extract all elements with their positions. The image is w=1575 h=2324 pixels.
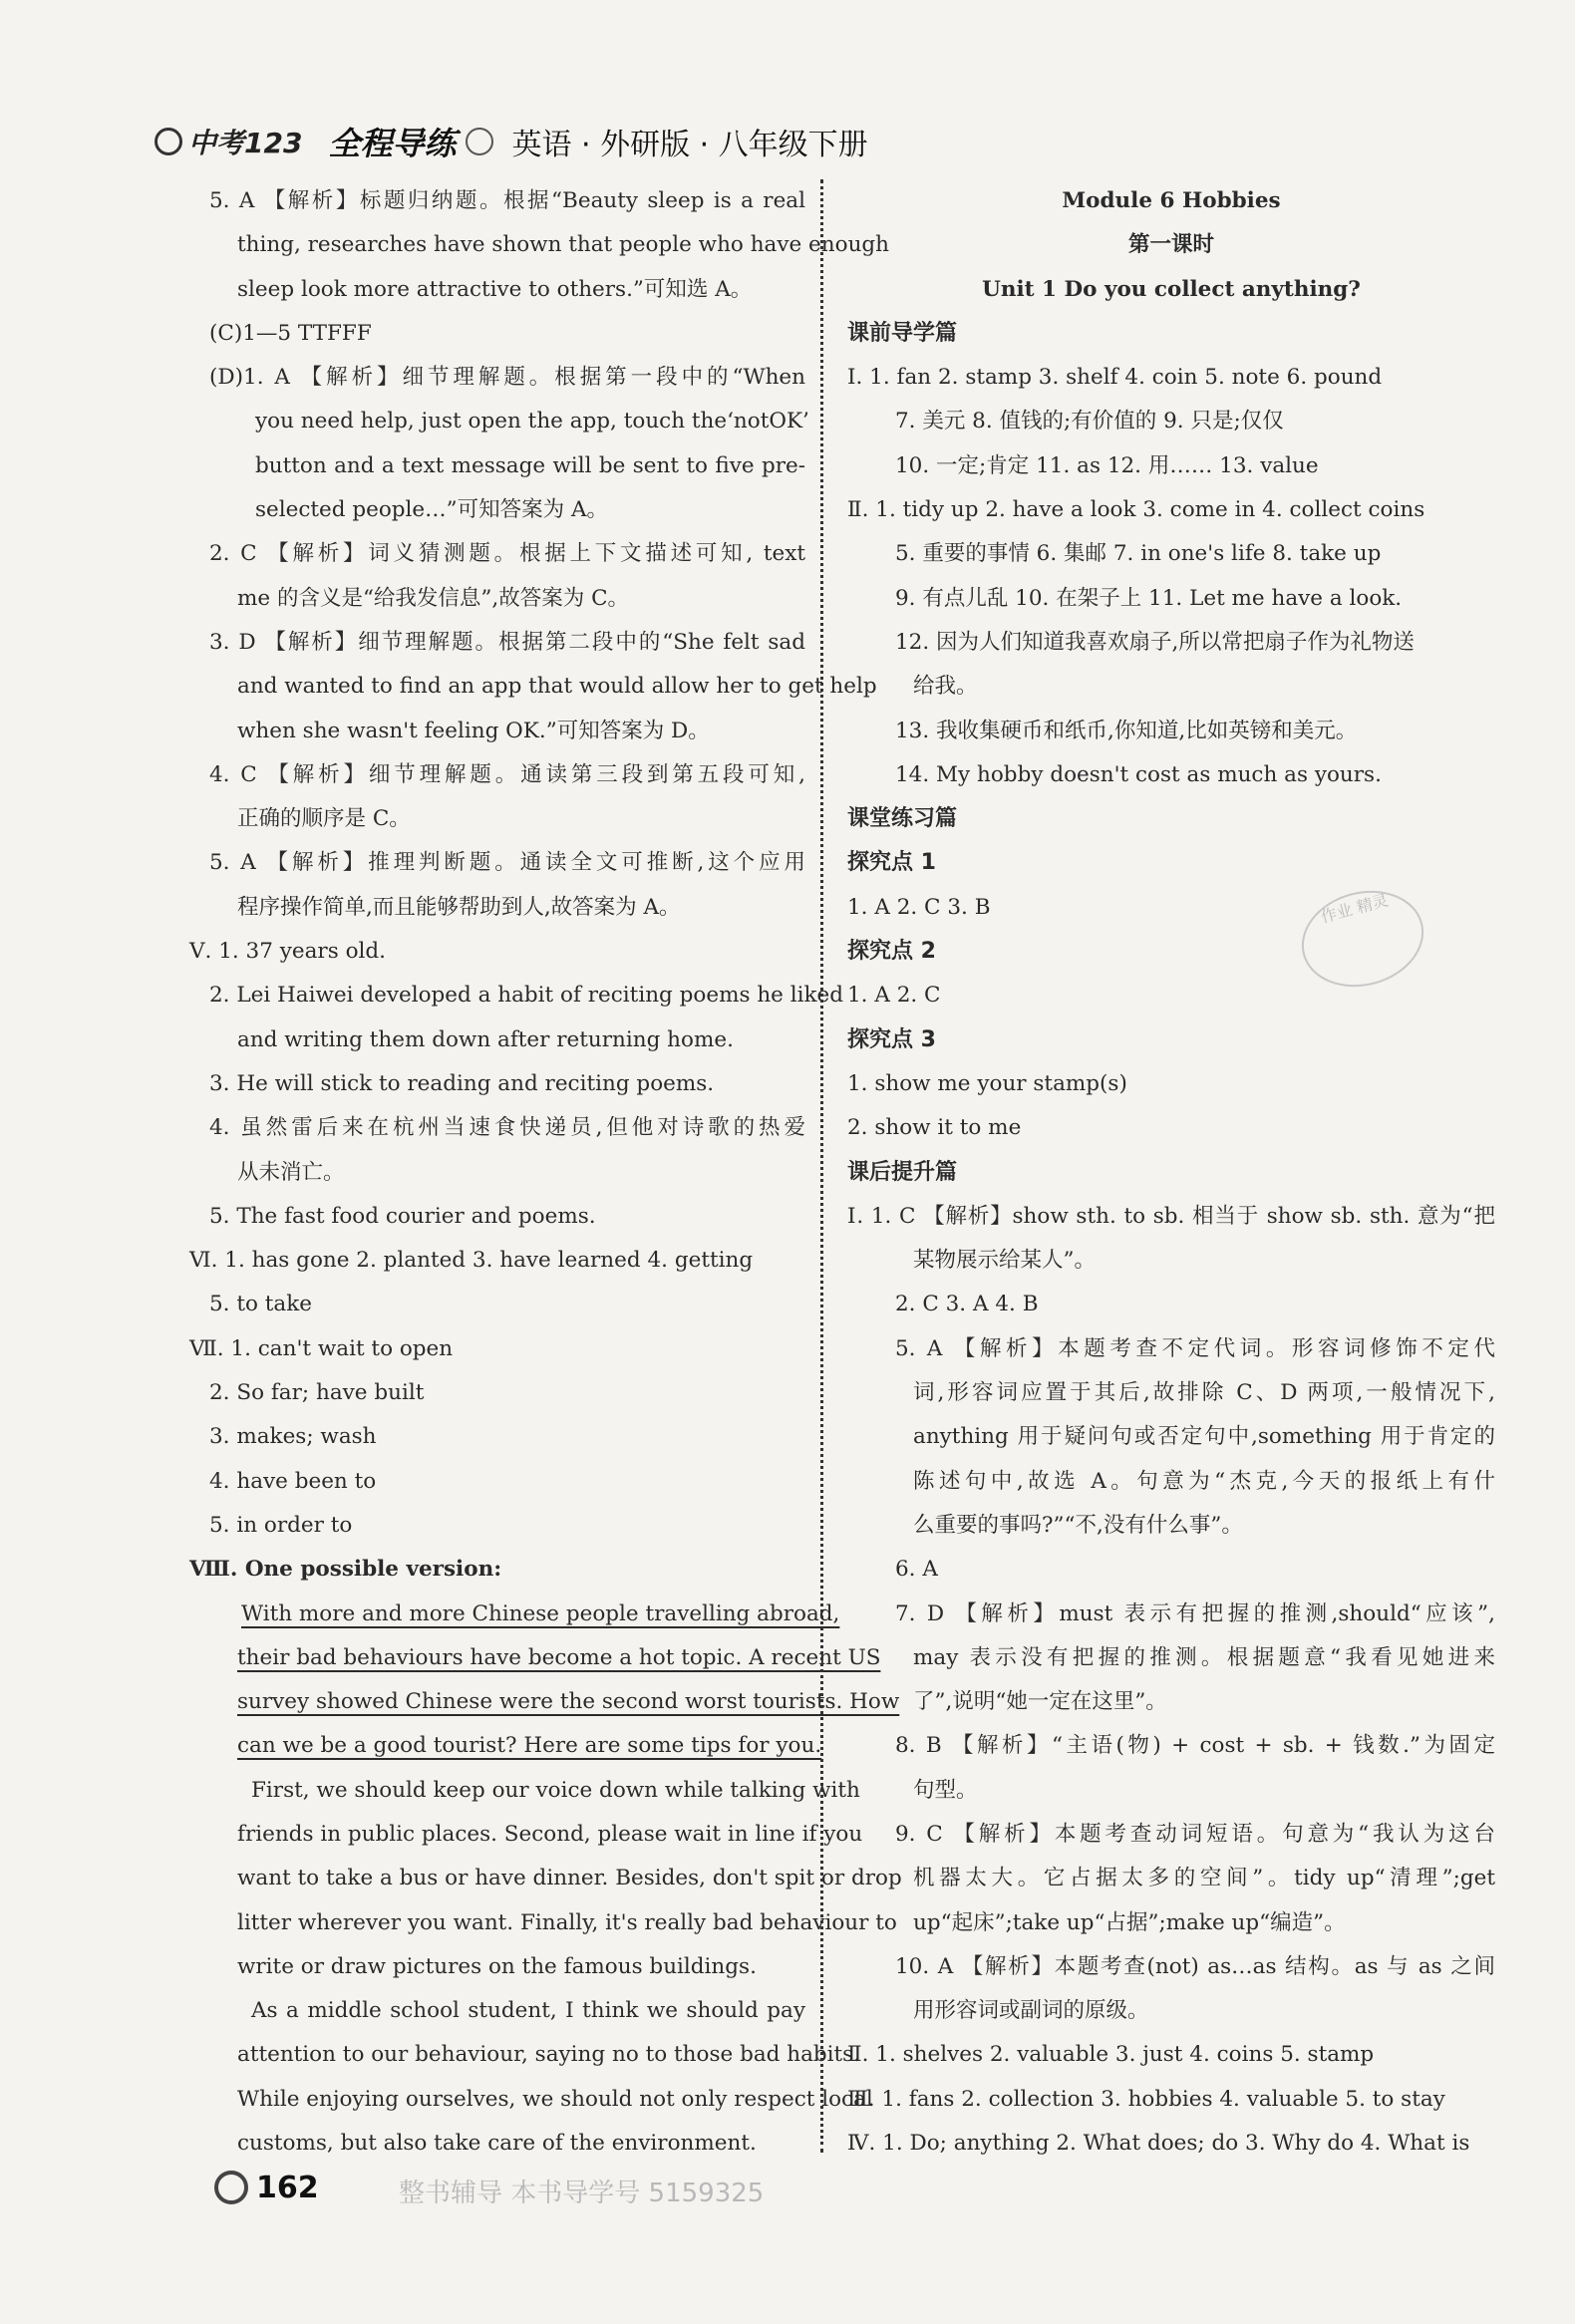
answer-line: 课堂练习篇 [847, 806, 958, 832]
answer-line: 3. makes; wash [209, 1424, 377, 1450]
answer-line: Ⅰ. 1. C 【解析】show sth. to sb. 相当于 show sb. sth. 意为“把 [847, 1203, 1495, 1229]
page-header [155, 112, 868, 171]
page-ring-icon [214, 2171, 248, 2204]
answer-line: Ⅵ. 1. has gone 2. planted 3. have learned 4. getting [189, 1248, 754, 1274]
answer-line: 1. A 2. C [847, 983, 941, 1009]
answer-line: Unit 1 Do you collect anything? [982, 276, 1361, 302]
logo-text: 中考123 [188, 127, 303, 159]
answer-line: (C)1—5 TTFFF [209, 320, 372, 346]
answer-line: 么重要的事吗?”“不,没有什么事”。 [913, 1512, 1243, 1538]
answer-line: Ⅷ. One possible version: [189, 1557, 502, 1583]
answer-line: 8. B 【解析】“主语(物) + cost + sb. + 钱数.”为固定 [895, 1733, 1495, 1759]
series-logo [155, 122, 302, 161]
answer-line: 某物展示给某人”。 [913, 1248, 1096, 1274]
answer-line: their bad behaviours have become a hot topic. A recent US [237, 1644, 881, 1670]
answer-line: 探究点 3 [847, 1026, 936, 1052]
answer-line: thing, researches have shown that people who have enough [237, 232, 890, 258]
answer-line: 2. show it to me [847, 1115, 1022, 1141]
answer-line: 12. 因为人们知道我喜欢扇子,所以常把扇子作为礼物送 [895, 629, 1415, 655]
answer-line: 课前导学篇 [847, 320, 958, 346]
answer-line: 5. in order to [209, 1512, 353, 1538]
answer-line: 6. A [895, 1557, 938, 1583]
answer-line: 4. 虽然雷后来在杭州当速食快递员,但他对诗歌的热爱 [209, 1115, 805, 1141]
answer-line: friends in public places. Second, please wait in line if you [237, 1821, 863, 1847]
answer-line: 陈述句中,故选 A。句意为“杰克,今天的报纸上有什 [913, 1468, 1495, 1494]
answer-line: 程序操作简单,而且能够帮助到人,故答案为 A。 [237, 894, 681, 920]
answer-line: Ⅴ. 1. 37 years old. [189, 939, 386, 965]
answer-line: 词,形容词应置于其后,故排除 C、D 两项,一般情况下, [913, 1380, 1495, 1406]
answer-line: 用形容词或副词的原级。 [913, 1998, 1149, 2024]
brand-ring-icon [466, 128, 493, 155]
answer-line: Ⅱ. 1. shelves 2. valuable 3. just 4. coins 5. stamp [847, 2042, 1375, 2068]
answer-line: 5. 重要的事情 6. 集邮 7. in one's life 8. take up [895, 541, 1382, 567]
answer-line: can we be a good tourist? Here are some tips for you. [237, 1733, 822, 1759]
answer-line: 给我。 [913, 674, 978, 700]
answer-line: sleep look more attractive to others.”可知选 A。 [237, 276, 753, 302]
answer-line: and wanted to find an app that would allow her to get help [237, 674, 877, 700]
answer-line: want to take a bus or have dinner. Besides, don't spit or drop [237, 1866, 902, 1891]
answer-line: 了”,说明“她一定在这里”。 [913, 1689, 1167, 1715]
answer-line: 4. have been to [209, 1468, 377, 1494]
answer-line: 9. 有点儿乱 10. 在架子上 11. Let me have a look. [895, 585, 1403, 611]
answer-line: 9. C 【解析】本题考查动词短语。句意为“我认为这台 [895, 1821, 1495, 1847]
answer-line: Ⅱ. 1. tidy up 2. have a look 3. come in 4. collect coins [847, 497, 1425, 523]
answer-line: 5. to take [209, 1292, 312, 1317]
answer-line: 5. The fast food courier and poems. [209, 1203, 596, 1229]
answer-line: 2. Lei Haiwei developed a habit of reciting poems he liked [209, 983, 844, 1009]
answer-line: 正确的顺序是 C。 [237, 806, 411, 832]
column-divider [820, 179, 823, 2153]
answer-line: As a middle school student, I think we should pay [251, 1998, 805, 2024]
page-number: 162 [256, 2170, 319, 2205]
answer-line: customs, but also take care of the environment. [237, 2131, 757, 2157]
answer-line: 2. C 3. A 4. B [895, 1292, 1039, 1317]
answer-line: button and a text message will be sent to five pre- [255, 452, 805, 478]
answer-line: 探究点 1 [847, 850, 936, 876]
answer-line: 第一课时 [1127, 232, 1214, 258]
answer-line: me 的含义是“给我发信息”,故答案为 C。 [237, 585, 630, 611]
right-answer-column [847, 179, 1495, 2166]
answer-line: 14. My hobby doesn't cost as much as yours. [895, 761, 1382, 787]
stamp-text: 作业 精灵 [1319, 890, 1391, 927]
answer-line: 5. A 【解析】本题考查不定代词。形容词修饰不定代 [895, 1335, 1495, 1361]
answer-line: 1. show me your stamp(s) [847, 1070, 1127, 1096]
answer-line: 从未消亡。 [237, 1159, 345, 1185]
answer-line: when she wasn't feeling OK.”可知答案为 D。 [237, 718, 710, 743]
answer-line: 句型。 [913, 1777, 978, 1803]
answer-line: Ⅳ. 1. Do; anything 2. What does; do 3. Why do 4. What is [847, 2131, 1470, 2157]
answer-line: With more and more Chinese people travelling abroad, [241, 1600, 840, 1626]
answer-line: 10. A 【解析】本题考查(not) as…as 结构。as 与 as 之间 [895, 1953, 1495, 1979]
answer-line: anything 用于疑问句或否定句中,something 用于肯定的 [913, 1424, 1495, 1450]
answer-line: 7. D 【解析】must 表示有把握的推测,should“应该”, [895, 1600, 1495, 1626]
answer-line: 5. A 【解析】标题归纳题。根据“Beauty sleep is a real [209, 188, 805, 213]
answer-line: attention to our behaviour, saying no to those bad habits. [237, 2042, 861, 2068]
logo-ring-icon [155, 128, 182, 155]
book-subject: 英语 · 外研版 · 八年级下册 [511, 128, 868, 162]
answer-line: 10. 一定;肯定 11. as 12. 用…… 13. value [895, 452, 1319, 478]
answer-line: 13. 我收集硬币和纸币,你知道,比如英镑和美元。 [895, 718, 1358, 743]
answer-line: (D)1. A 【解析】细节理解题。根据第一段中的“When [209, 365, 805, 391]
answer-line: Ⅲ. 1. fans 2. collection 3. hobbies 4. valuable 5. to stay [847, 2086, 1445, 2112]
answer-line: While enjoying ourselves, we should not only respect local [237, 2086, 873, 2112]
answer-line: 5. A 【解析】推理判断题。通读全文可推断,这个应用 [209, 850, 805, 876]
answer-line: survey showed Chinese were the second worst tourists. How [237, 1689, 900, 1715]
page-footer [214, 2163, 319, 2212]
answer-line: Ⅶ. 1. can't wait to open [189, 1335, 454, 1361]
answer-line: 2. C 【解析】词义猜测题。根据上下文描述可知, text [209, 541, 805, 567]
answer-line: and writing them down after returning home. [237, 1026, 734, 1052]
answer-line: 2. So far; have built [209, 1380, 425, 1406]
answer-line: selected people…”可知答案为 A。 [255, 497, 609, 523]
answer-line: 7. 美元 8. 值钱的;有价值的 9. 只是;仅仅 [895, 409, 1284, 435]
answer-line: 3. D 【解析】细节理解题。根据第二段中的“She felt sad [209, 629, 805, 655]
answer-line: up“起床”;take up“占据”;make up“编造”。 [913, 1909, 1346, 1935]
answer-line: 课后提升篇 [847, 1159, 958, 1185]
answer-line: 机器太大。它占据太多的空间”。tidy up“清理”;get [913, 1866, 1495, 1891]
answer-line: you need help, just open the app, touch the‘notOK’ [255, 409, 809, 435]
answer-line: 4. C 【解析】细节理解题。通读第三段到第五段可知, [209, 761, 805, 787]
answer-line: Module 6 Hobbies [1062, 188, 1281, 213]
answer-line: may 表示没有把握的推测。根据题意“我看见她进来 [913, 1644, 1495, 1670]
answer-line: write or draw pictures on the famous buildings. [237, 1953, 757, 1979]
answer-line: Ⅰ. 1. fan 2. stamp 3. shelf 4. coin 5. note 6. pound [847, 365, 1383, 391]
answer-line: 1. A 2. C 3. B [847, 894, 991, 920]
answer-line: 探究点 2 [847, 939, 936, 965]
answer-line: First, we should keep our voice down while talking with [251, 1777, 860, 1803]
brand-title: 全程导练 [328, 125, 457, 162]
answer-line: litter wherever you want. Finally, it's really bad behaviour to [237, 1909, 897, 1935]
answer-line: 3. He will stick to reading and reciting poems. [209, 1070, 715, 1096]
footer-watermark: 整书辅导 本书导学号 5159325 [399, 2179, 765, 2208]
